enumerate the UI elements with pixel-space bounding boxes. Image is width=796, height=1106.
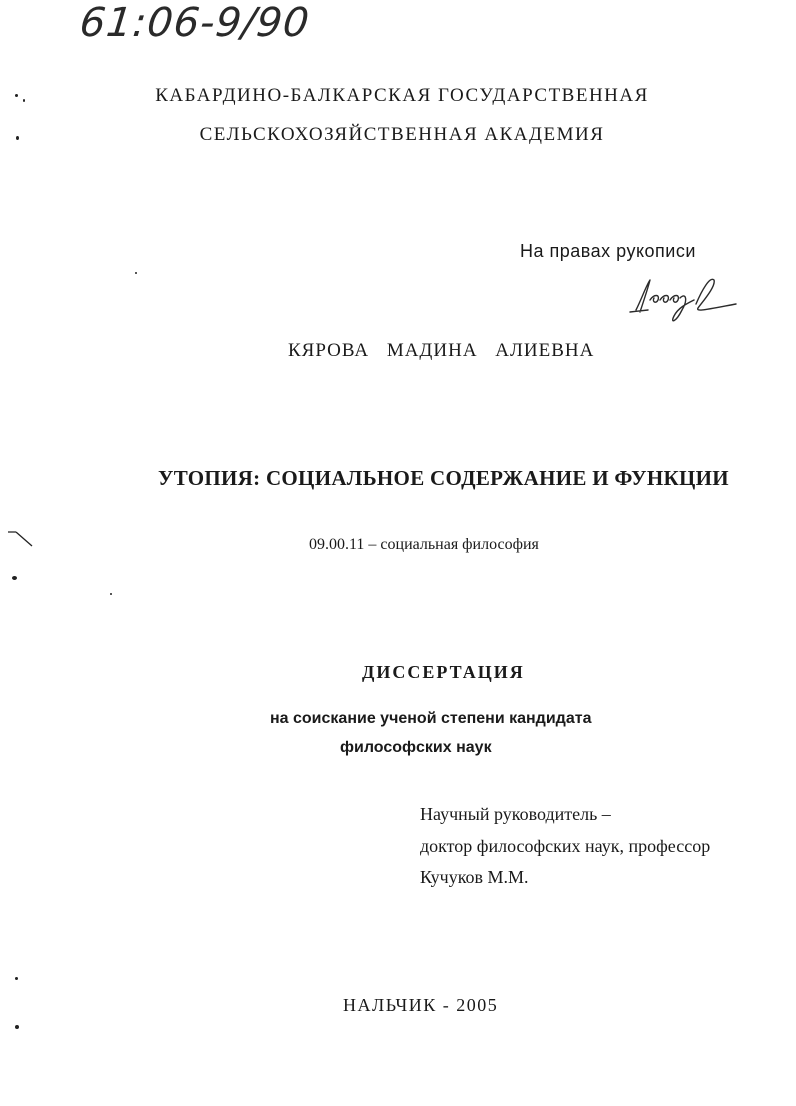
scan-mark bbox=[6, 528, 34, 550]
thesis-title: УТОПИЯ: СОЦИАЛЬНОЕ СОДЕРЖАНИЕ И ФУНКЦИИ bbox=[158, 466, 729, 490]
specialty-code: 09.00.11 – социальная философия bbox=[309, 536, 539, 553]
advisor-name: Кучуков М.М. bbox=[420, 867, 529, 887]
advisor-label: Научный руководитель – bbox=[420, 804, 611, 824]
document-type: ДИССЕРТАЦИЯ bbox=[362, 662, 525, 682]
degree-sought-line-2: философских наук bbox=[340, 739, 492, 756]
scan-speck bbox=[23, 99, 25, 102]
institution-name-line-2: СЕЛЬСКОХОЗЯЙСТВЕННАЯ АКАДЕМИЯ bbox=[199, 124, 605, 145]
scan-speck bbox=[15, 1025, 19, 1029]
scan-speck bbox=[15, 94, 18, 97]
degree-sought-line-1: на соискание ученой степени кандидата bbox=[270, 710, 592, 727]
author-name: КЯРОВА МАДИНА АЛИЕВНА bbox=[288, 340, 595, 361]
scan-speck bbox=[110, 593, 112, 595]
manuscript-rights-note: На правах рукописи bbox=[520, 241, 696, 261]
scan-speck bbox=[12, 576, 17, 580]
scan-speck bbox=[135, 272, 137, 274]
scan-speck bbox=[16, 136, 19, 140]
scan-speck bbox=[15, 977, 18, 980]
advisor-credentials: доктор философских наук, профессор bbox=[420, 836, 711, 856]
city-year: НАЛЬЧИК - 2005 bbox=[343, 995, 499, 1015]
institution-name-line-1: КАБАРДИНО-БАЛКАРСКАЯ ГОСУДАРСТВЕННАЯ bbox=[155, 85, 649, 106]
handwritten-signature bbox=[624, 270, 739, 326]
catalog-number: 61:06-9/90 bbox=[77, 0, 312, 46]
